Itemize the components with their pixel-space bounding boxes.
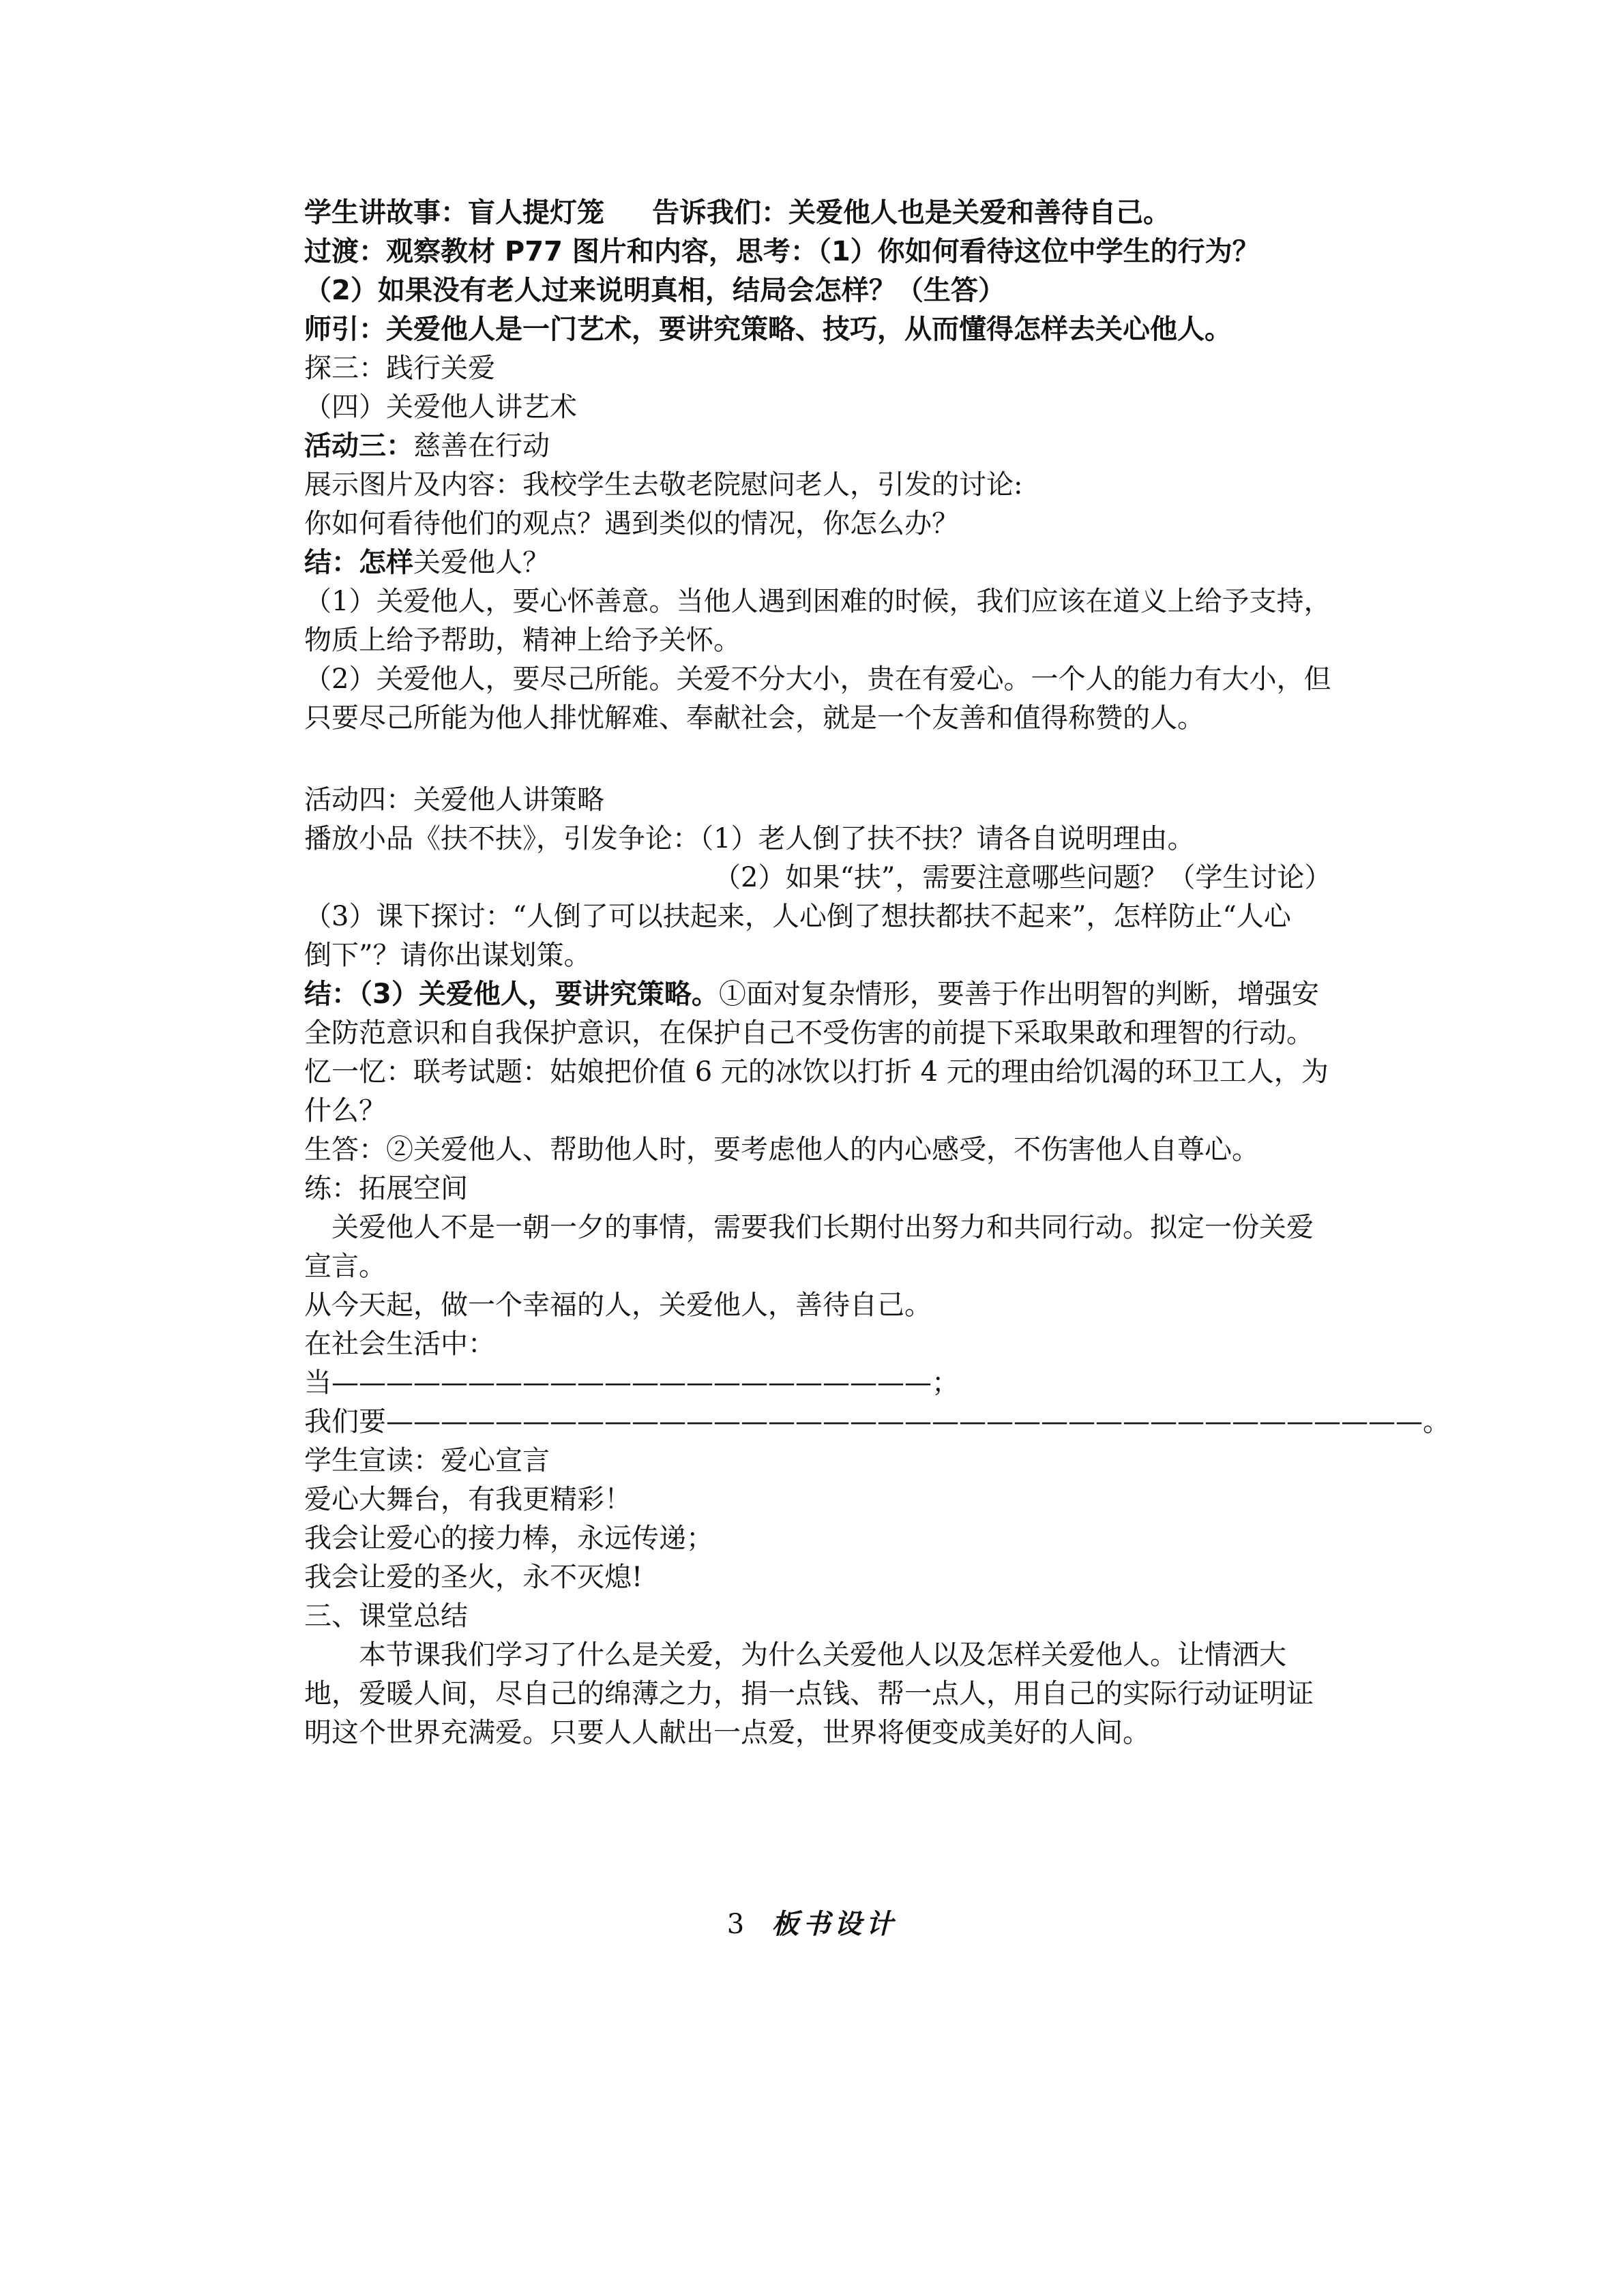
declaration-intro-b: 宣言。 — [304, 1251, 386, 1282]
after-class-line-a: （3）课下探讨：“人倒了可以扶起来，人心倒了想扶都扶不起来”，怎样防止“人心 — [304, 901, 1291, 932]
declaration-line-2: 我会让爱心的接力棒，永远传递； — [304, 1523, 713, 1554]
point-1-line-b: 物质上给予帮助，精神上给予关怀。 — [304, 625, 741, 656]
section-explore-3: 探三：践行关爱 — [304, 353, 495, 384]
declaration-intro-a: 关爱他人不是一朝一夕的事情，需要我们长期付出努力和共同行动。拟定一份关爱 — [331, 1212, 1314, 1243]
teacher-guide-line: 师引：关爱他人是一门艺术，要讲究策略、技巧，从而懂得怎样去关心他人。 — [304, 314, 1232, 345]
declaration-line-1: 爱心大舞台，有我更精彩！ — [304, 1484, 632, 1515]
transition-line: 过渡：观察教材 P77 图片和内容，思考：（1）你如何看待这位中学生的行为？ — [304, 236, 1260, 267]
summary-line-a: 本节课我们学习了什么是关爱，为什么关爱他人以及怎样关爱他人。让情洒大 — [359, 1639, 1286, 1671]
summary-line-b: 地，爱暖人间，尽自己的绵薄之力，捐一点钱、帮一点人，用自己的实际行动证明证 — [304, 1678, 1314, 1710]
point-1-line-a: （1）关爱他人，要心怀善意。当他人遇到困难的时候，我们应该在道义上给予支持， — [304, 586, 1331, 617]
activity-3-heading: 活动三：慈善在行动 — [304, 430, 550, 462]
point-2-line-b: 只要尽己所能为他人排忧解难、奉献社会，就是一个友善和值得称赞的人。 — [304, 702, 1205, 734]
recall-line-a: 忆一忆：联考试题：姑娘把价值 6 元的冰饮以打折 4 元的理由给饥渴的环卫工人，为 — [304, 1056, 1329, 1088]
story-line: 学生讲故事：盲人提灯笼 告诉我们：关爱他人也是关爱和善待自己。 — [304, 197, 1170, 228]
student-reading-line: 学生宣读：爱心宣言 — [304, 1445, 550, 1476]
student-answer-line: 生答：②关爱他人、帮助他人时，要考虑他人的内心感受，不伤害他人自尊心。 — [304, 1134, 1259, 1165]
skit-line: 播放小品《扶不扶》，引发争论：（1）老人倒了扶不扶？请各自说明理由。 — [304, 823, 1195, 854]
conclusion-heading: 结：怎样关爱他人？ — [304, 547, 550, 578]
declaration-line-3: 我会让爱的圣火，永不灭熄! — [304, 1562, 643, 1593]
skit-question-2: （2）如果“扶”，需要注意哪些问题？（学生讨论） — [713, 862, 1332, 893]
lesson-plan-body — [304, 194, 1450, 1753]
summary-line-c: 明这个世界充满爱。只要人人献出一点爱，世界将便变成美好的人间。 — [304, 1717, 1150, 1748]
board-design-heading — [0, 1903, 1624, 1941]
section-number: 3 — [726, 1909, 745, 1940]
when-blank-line: 当——————————————————————； — [304, 1367, 959, 1399]
question-2-line: （2）如果没有老人过来说明真相，结局会怎样？（生答） — [304, 275, 1005, 306]
summary-heading: 三、课堂总结 — [304, 1600, 468, 1632]
section-4-heading: （四）关爱他人讲艺术 — [304, 391, 577, 423]
after-class-line-b: 倒下”？请你出谋划策。 — [304, 940, 591, 971]
recall-line-b: 什么？ — [304, 1095, 386, 1127]
strategy-conclusion-line-b: 全防范意识和自我保护意识，在保护自己不受伤害的前提下采取果敢和理智的行动。 — [304, 1017, 1314, 1049]
social-life-line: 在社会生活中： — [304, 1328, 495, 1360]
point-2-line-a: （2）关爱他人，要尽己所能。关爱不分大小，贵在有爱心。一个人的能力有大小，但 — [304, 664, 1331, 695]
we-should-blank-line: 我们要——————————————————————————————————————。 — [304, 1406, 1450, 1437]
from-today-line: 从今天起，做一个幸福的人，关爱他人，善待自己。 — [304, 1289, 932, 1321]
board-design-title: 板书设计 — [771, 1909, 898, 1940]
strategy-conclusion-line: 结：（3）关爱他人，要讲究策略。①面对复杂情形，要善于作出明智的判断，增强安 — [304, 979, 1319, 1010]
activity-4-heading: 活动四：关爱他人讲策略 — [304, 784, 604, 816]
discussion-question-line: 你如何看待他们的观点？遇到类似的情况，你怎么办？ — [304, 508, 959, 539]
practice-heading: 练：拓展空间 — [304, 1173, 468, 1204]
show-pictures-line: 展示图片及内容：我校学生去敬老院慰问老人，引发的讨论: — [304, 469, 1023, 501]
